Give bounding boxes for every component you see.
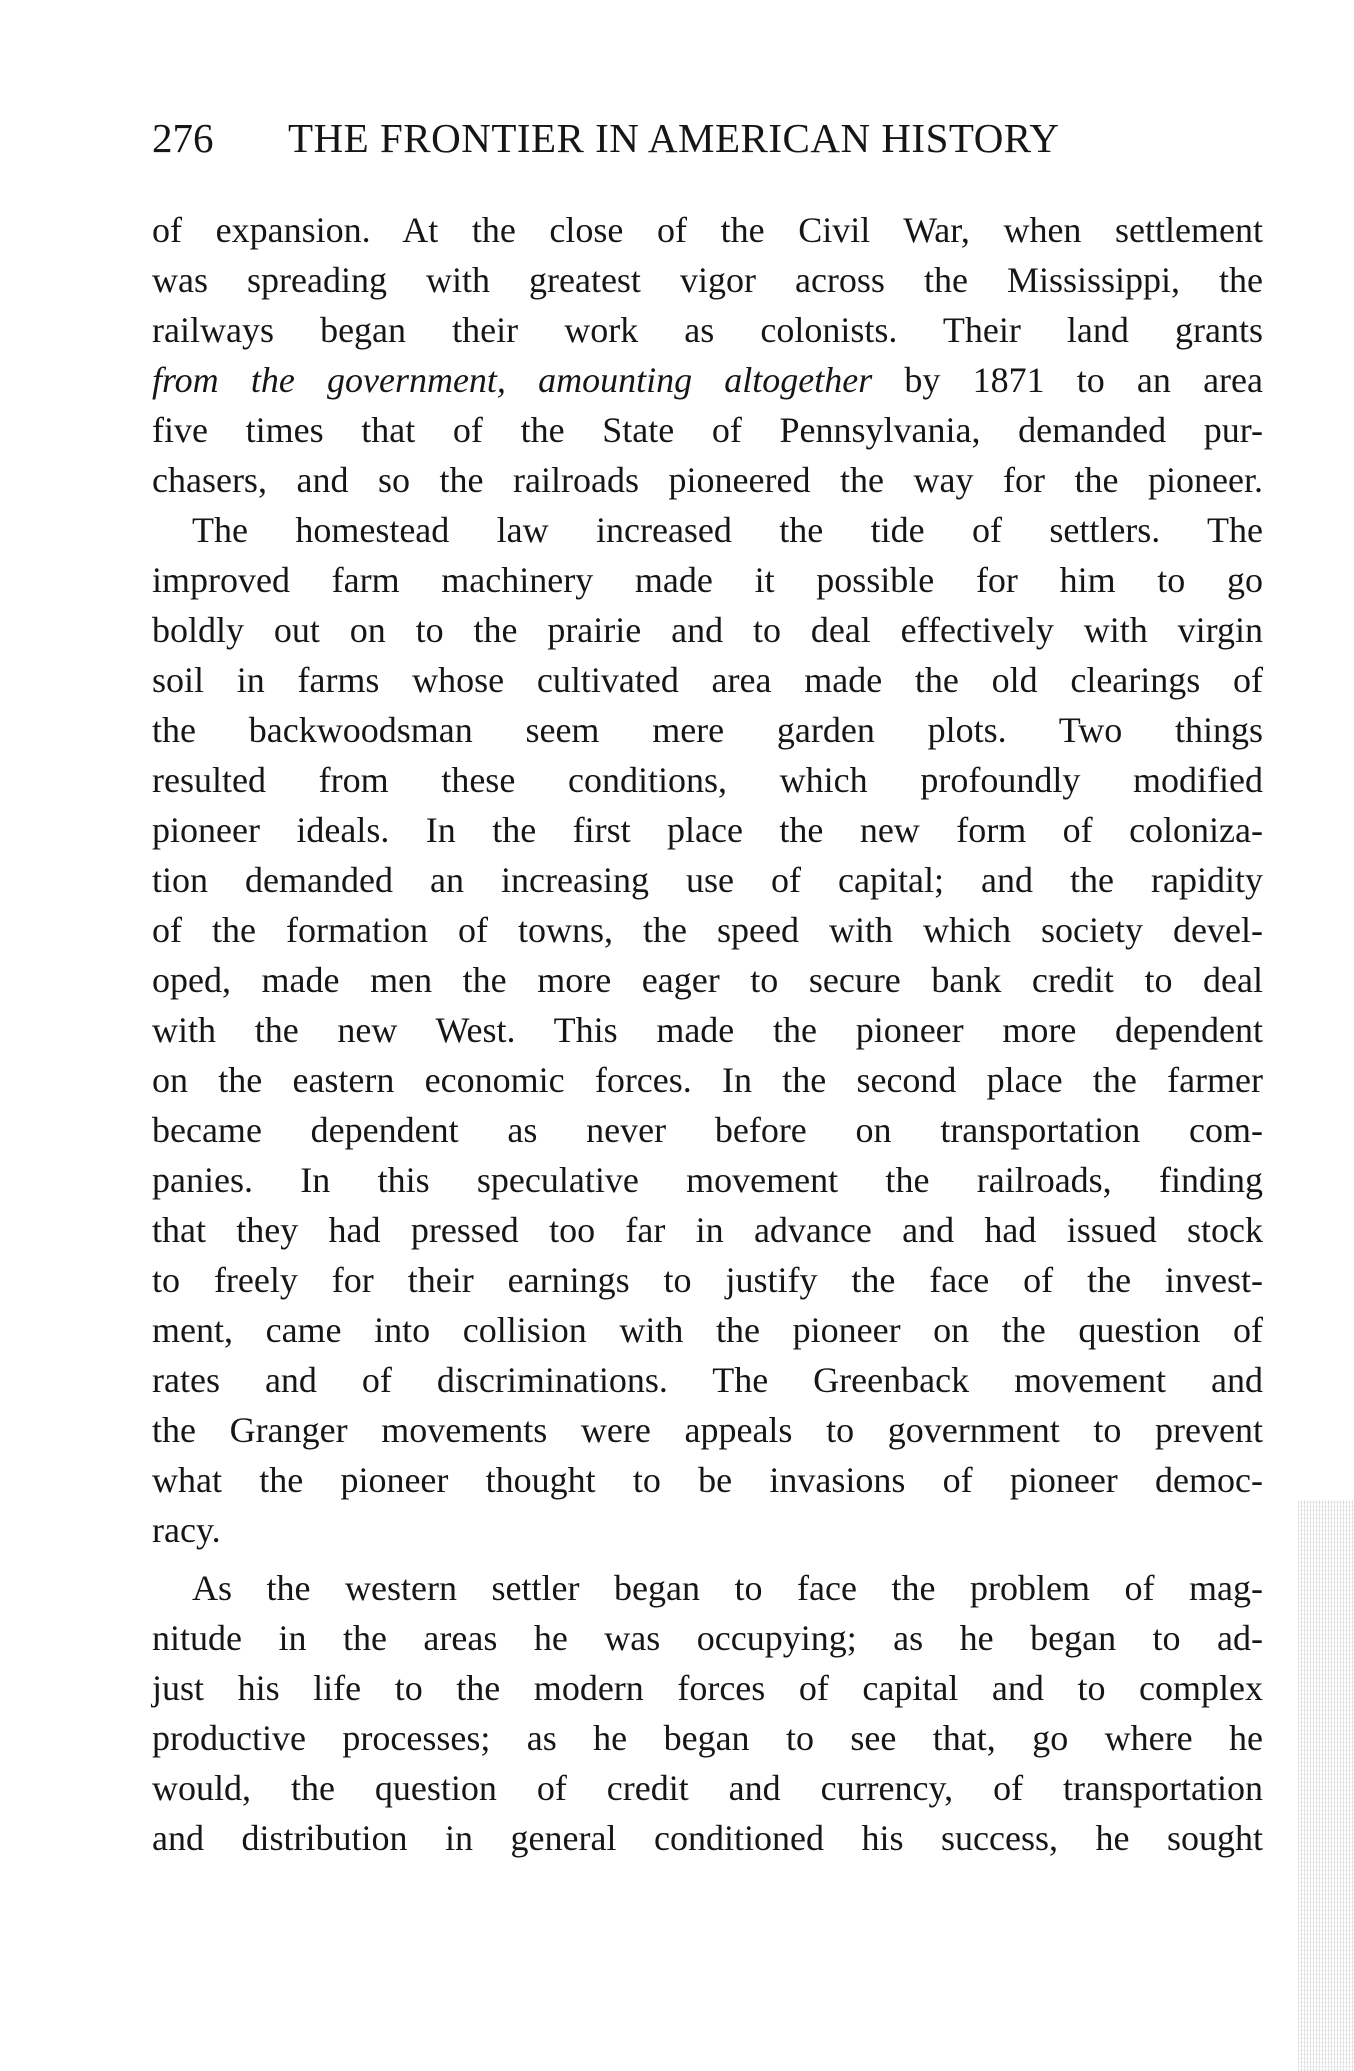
paragraph-3 xyxy=(152,1563,1263,1863)
scan-edge-texture xyxy=(1298,1500,1354,2071)
running-head-title: THE FRONTIER IN AMERICAN HISTORY xyxy=(288,115,1060,161)
text-line: The homestead law increased the tide of settlers. The xyxy=(192,510,1263,550)
text-line: of the formation of towns, the speed with which society devel- xyxy=(152,910,1263,950)
body-text xyxy=(152,205,1263,1863)
text-line: would, the question of credit and currency, of transportation xyxy=(152,1768,1263,1808)
text-line: five times that of the State of Pennsylvania, demanded pur- xyxy=(152,410,1263,450)
text-line: ment, came into collision with the pioneer on the question of xyxy=(152,1310,1263,1350)
text-line: productive processes; as he began to see that, go where he xyxy=(152,1718,1263,1758)
page-number: 276 xyxy=(152,115,214,161)
text-line: that they had pressed too far in advance and had issued stock xyxy=(152,1210,1263,1250)
text-line: As the western settler began to face the problem of mag- xyxy=(192,1568,1263,1608)
paragraph-1 xyxy=(152,205,1263,505)
text-line: of expansion. At the close of the Civil War, when settlement xyxy=(152,210,1263,250)
text-line: tion demanded an increasing use of capital; and the rapidity xyxy=(152,860,1263,900)
text-line: racy. xyxy=(152,1510,221,1550)
text-line: resulted from these conditions, which profoundly modified xyxy=(152,760,1263,800)
text-line: soil in farms whose cultivated area made the old clearings of xyxy=(152,660,1263,700)
text-line: became dependent as never before on transportation com- xyxy=(152,1110,1263,1150)
text-line: rates and of discriminations. The Greenback movement and xyxy=(152,1360,1263,1400)
text-line: on the eastern economic forces. In the second place the farmer xyxy=(152,1060,1263,1100)
text-line: improved farm machinery made it possible for him to go xyxy=(152,560,1263,600)
text-line: was spreading with greatest vigor across the Mississippi, the xyxy=(152,260,1263,300)
text-line: to freely for their earnings to justify the face of the invest- xyxy=(152,1260,1263,1300)
text-line: and distribution in general conditioned his success, he sought xyxy=(152,1818,1263,1858)
text-line: railways began their work as colonists. Their land grants xyxy=(152,310,1263,350)
text-line: the Granger movements were appeals to government to prevent xyxy=(152,1410,1263,1450)
text-line: the backwoodsman seem mere garden plots. Two things xyxy=(152,710,1263,750)
italic-phrase: from the government, amounting altogether xyxy=(152,360,873,400)
text-line: oped, made men the more eager to secure bank credit to deal xyxy=(152,960,1263,1000)
text-line xyxy=(152,355,1263,405)
text-line: just his life to the modern forces of capital and to complex xyxy=(152,1668,1263,1708)
paragraph-2 xyxy=(152,505,1263,1555)
text-line: pioneer ideals. In the first place the new form of coloniza- xyxy=(152,810,1263,850)
text-line: with the new West. This made the pioneer more dependent xyxy=(152,1010,1263,1050)
text-fragment: by 1871 to an area xyxy=(872,360,1263,400)
text-line: panies. In this speculative movement the railroads, finding xyxy=(152,1160,1263,1200)
running-head xyxy=(152,108,1262,168)
text-line: nitude in the areas he was occupying; as he began to ad- xyxy=(152,1618,1263,1658)
text-line: what the pioneer thought to be invasions of pioneer democ- xyxy=(152,1460,1263,1500)
text-line: chasers, and so the railroads pioneered the way for the pioneer. xyxy=(152,460,1263,500)
text-line: boldly out on to the prairie and to deal effectively with virgin xyxy=(152,610,1263,650)
